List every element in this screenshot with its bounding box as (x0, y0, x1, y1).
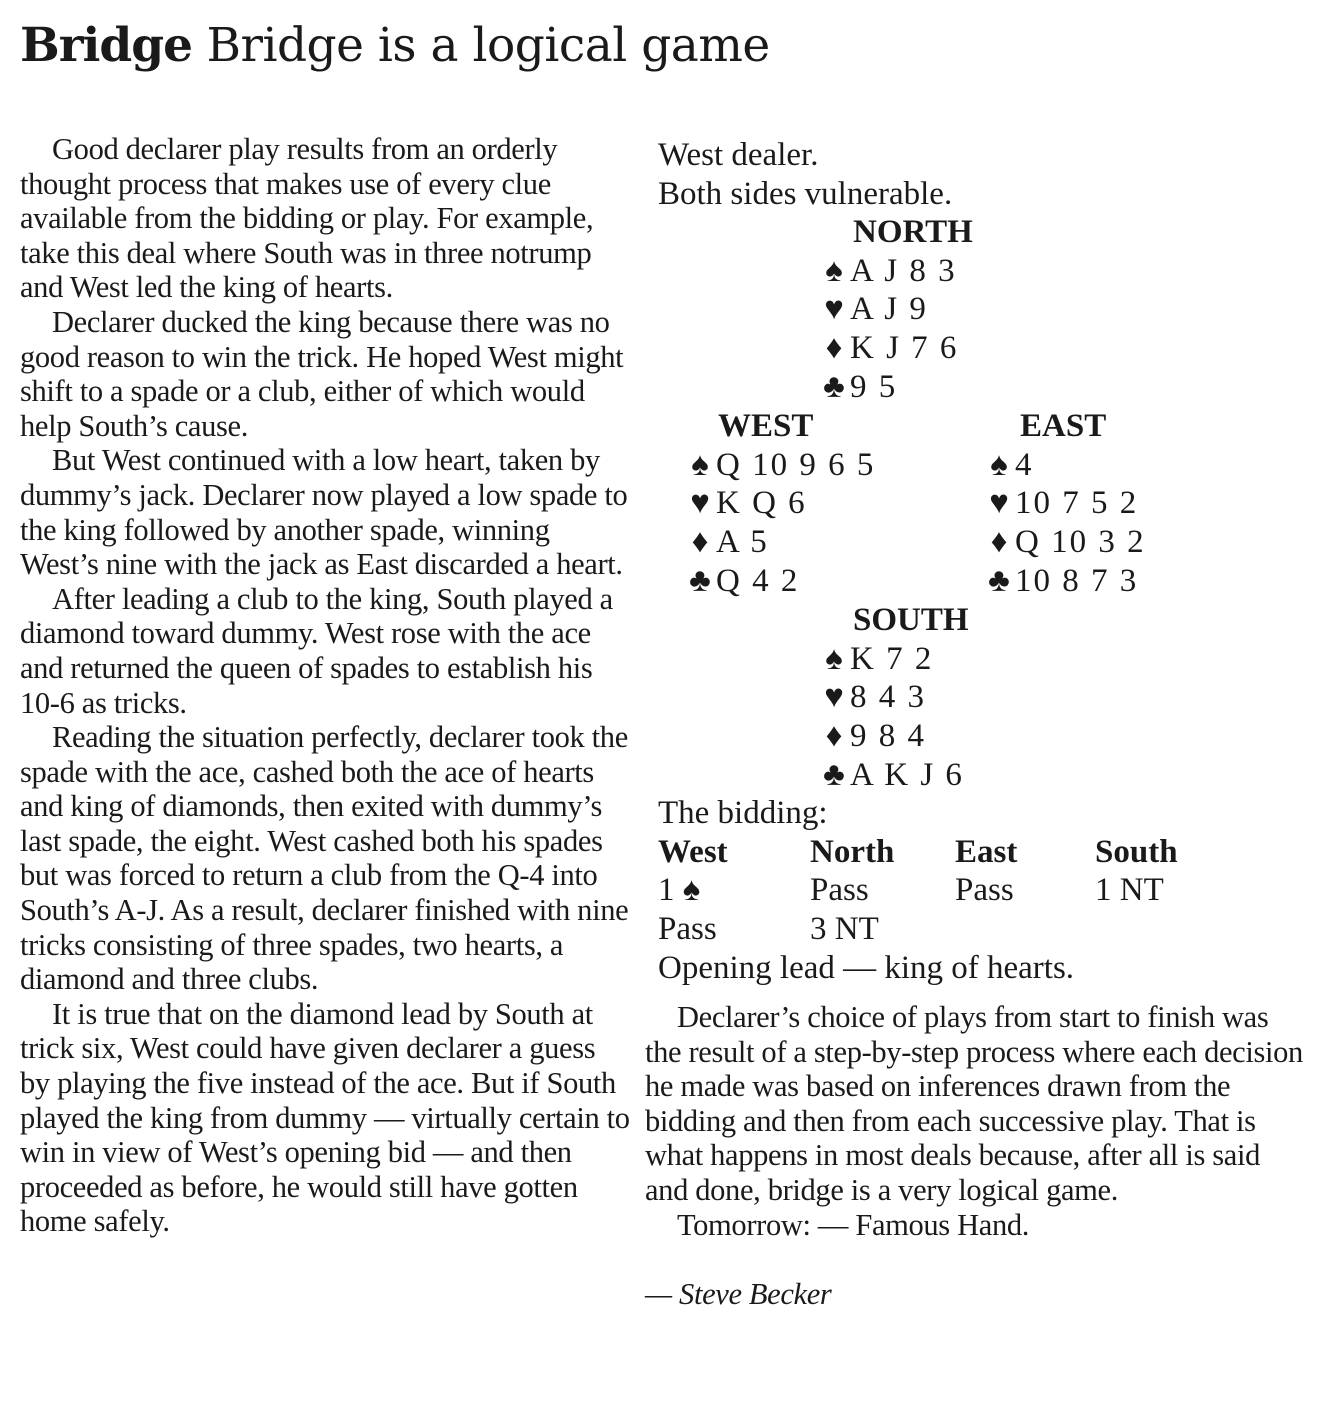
deal-diagram (658, 136, 1298, 986)
club-icon: ♣ (689, 562, 713, 599)
bidding-header-east: East (955, 833, 1018, 870)
heart-icon: ♥ (824, 679, 846, 716)
bid-cell: 1 ♠ (658, 872, 701, 909)
south-hearts (820, 678, 969, 717)
hand-north (820, 213, 973, 407)
article-right-column (645, 1000, 1305, 1311)
seat-label-south: SOUTH (853, 602, 969, 638)
east-clubs (985, 562, 1146, 601)
heart-icon: ♥ (989, 485, 1011, 522)
west-clubs-cards: Q 4 2 (716, 562, 800, 599)
north-hearts-cards: A J 9 (850, 291, 928, 328)
north-clubs-cards: 9 5 (850, 368, 898, 405)
seat-label-west: WEST (718, 408, 814, 444)
section-kicker: Bridge (20, 18, 192, 73)
south-clubs-cards: A K J 6 (850, 756, 964, 793)
east-diamonds-cards: Q 10 3 2 (1015, 524, 1146, 561)
article-left-column (20, 132, 630, 1239)
hand-south (820, 601, 969, 795)
diamond-icon: ♦ (691, 524, 711, 561)
paragraph: But West continued with a low heart, taken by dummy’s jack. Declarer now played a low spade to the king followed by another spade, winning West’s nine with the jack as East discarded a heart. (20, 443, 628, 582)
bid-cell: 3 NT (810, 911, 879, 948)
bid-cell (955, 910, 1095, 949)
bidding-section (658, 794, 1258, 988)
spade-icon: ♠ (825, 252, 845, 289)
west-diamonds-cards: A 5 (716, 524, 769, 561)
spade-icon: ♠ (825, 640, 845, 677)
south-spades-cards: K 7 2 (850, 640, 934, 677)
hand-east (985, 407, 1146, 601)
club-icon: ♣ (823, 756, 847, 793)
headline (20, 14, 770, 78)
bidding-round (658, 910, 1178, 949)
bidding-title: The bidding: (658, 795, 828, 831)
paragraph: Reading the situation perfectly, declarer took the spade with the ace, cashed both the ace of hearts and king of diamonds, then exited with dummy’s last spade, the eight. West cashed both his spades but was forced to return a club from the Q-4 into South’s A-J. As a result, declarer finished with nine tricks consisting of three spades, two hearts, a diamond and three clubs. (20, 720, 629, 997)
east-diamonds (985, 523, 1146, 562)
bid-cell: 1 NT (1095, 872, 1164, 909)
south-spades (820, 640, 969, 679)
west-spades (686, 446, 875, 485)
byline: — Steve Becker (645, 1276, 832, 1311)
south-clubs (820, 756, 969, 795)
bid-cell: Pass (810, 872, 869, 909)
paragraph: Declarer’s choice of plays from start to finish was the result of a step-by-step process where each decision he made was based on inferences drawn from the bidding and then from each successive play. That is what happens in most deals because, after all is said and done, bridge is a very logical game. (645, 1000, 1303, 1207)
bidding-header-north: North (810, 833, 895, 870)
east-clubs-cards: 10 8 7 3 (1015, 562, 1139, 599)
bid-cell: Pass (658, 911, 717, 948)
spade-icon: ♠ (990, 446, 1010, 483)
hand-west (686, 407, 875, 601)
paragraph: It is true that on the diamond lead by South at trick six, West could have given declarer a guess by playing the five instead of the ace. But if South played the king from dummy — virtually certain to win in view of West’s opening bid — and then proceeded as before, he would still have gotten home safely. (20, 996, 630, 1239)
north-spades (820, 252, 973, 291)
diamond-icon: ♦ (990, 524, 1010, 561)
paragraph: Good declarer play results from an orderly thought process that makes use of every clue available from the bidding or play. For example, take this deal where South was in three notrump and West led the king of hearts. (20, 132, 594, 305)
north-diamonds (820, 329, 973, 368)
paragraph: Declarer ducked the king because there was no good reason to win the trick. He hoped West might shift to a spade or a club, either of which would help South’s cause. (20, 304, 624, 443)
bidding-header-west: West (658, 833, 728, 870)
west-diamonds (686, 523, 875, 562)
bidding-round (658, 871, 1178, 910)
seat-label-east: EAST (1020, 408, 1107, 444)
south-hearts-cards: 8 4 3 (850, 679, 926, 716)
heart-icon: ♥ (690, 485, 712, 522)
club-icon: ♣ (988, 562, 1012, 599)
diamond-icon: ♦ (825, 330, 845, 367)
headline-text: Bridge is a logical game (206, 18, 770, 73)
paragraph: After leading a club to the king, South played a diamond toward dummy. West rose with the ace and returned the queen of spades to establish his 10-6 as tricks. (20, 581, 613, 720)
east-hearts (985, 484, 1146, 523)
dealer-line: West dealer. (658, 137, 819, 173)
north-spades-cards: A J 8 3 (850, 252, 957, 289)
bid-cell: Pass (955, 872, 1014, 909)
north-clubs (820, 368, 973, 407)
south-diamonds-cards: 9 8 4 (850, 718, 926, 755)
bidding-header-row (658, 833, 1178, 872)
west-spades-cards: Q 10 9 6 5 (716, 446, 876, 483)
opening-lead: Opening lead — king of hearts. (658, 949, 1075, 986)
seat-label-north: NORTH (853, 214, 973, 250)
west-clubs (686, 562, 875, 601)
diamond-icon: ♦ (825, 718, 845, 755)
heart-icon: ♥ (824, 291, 846, 328)
tomorrow-line: Tomorrow: — Famous Hand. (677, 1207, 1030, 1242)
east-spades (985, 446, 1146, 485)
bidding-header-south: South (1095, 833, 1178, 870)
north-diamonds-cards: K J 7 6 (850, 330, 959, 367)
north-hearts (820, 290, 973, 329)
east-spades-cards: 4 (1015, 446, 1034, 483)
west-hearts (686, 484, 875, 523)
south-diamonds (820, 717, 969, 756)
spade-icon: ♠ (691, 446, 711, 483)
club-icon: ♣ (823, 368, 847, 405)
bidding-table (658, 833, 1178, 949)
bid-cell (1095, 910, 1178, 949)
vulnerability-line: Both sides vulnerable. (658, 175, 953, 212)
west-hearts-cards: K Q 6 (716, 485, 807, 522)
east-hearts-cards: 10 7 5 2 (1015, 485, 1139, 522)
